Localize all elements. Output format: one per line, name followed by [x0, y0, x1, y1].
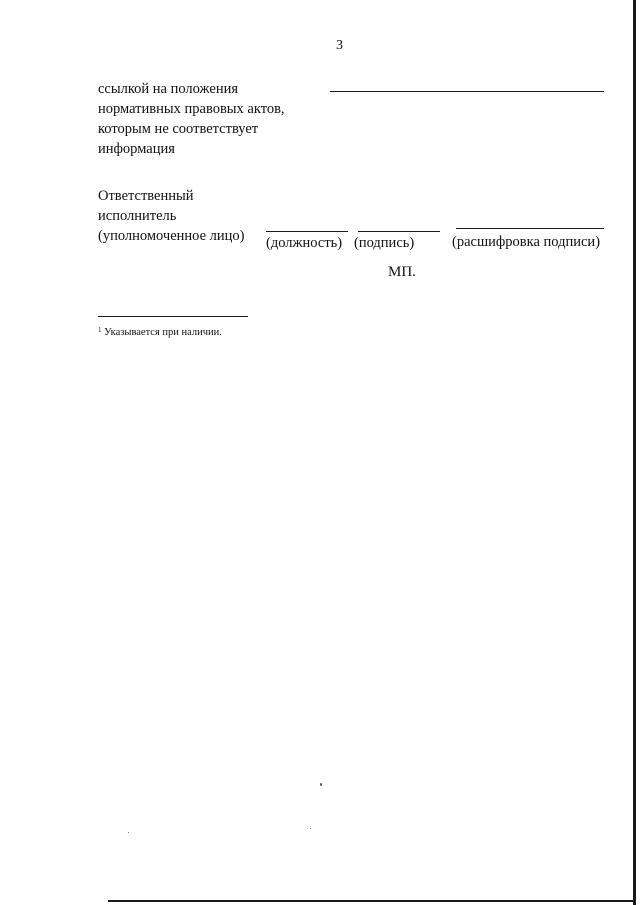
reference-line-2: нормативных правовых актов,	[98, 101, 285, 117]
decoding-fill-line	[456, 228, 604, 229]
signature-caption: (подпись)	[354, 235, 415, 251]
responsible-line-2: исполнитель	[98, 208, 177, 224]
stamp-place: МП.	[388, 264, 416, 280]
reference-line-3: которым не соответствует	[98, 121, 259, 137]
reference-line-1: ссылкой на положения	[98, 81, 239, 97]
scan-speck	[310, 828, 311, 829]
footnote-text: Указывается при наличии.	[104, 327, 222, 338]
scan-speck	[320, 783, 322, 786]
footnote-separator	[98, 316, 248, 317]
scan-edge-bottom	[108, 900, 636, 902]
signature-fill-line	[358, 231, 440, 232]
position-caption: (должность)	[266, 235, 343, 251]
footnote-marker: 1	[98, 326, 102, 334]
reference-line-4: информация	[98, 141, 175, 157]
reference-fill-line	[330, 91, 604, 92]
responsible-line-1: Ответственный	[98, 188, 194, 204]
footnote	[98, 326, 222, 338]
scan-speck	[128, 832, 129, 833]
responsible-line-3: (уполномоченное лицо)	[98, 228, 245, 244]
scan-edge-right	[633, 0, 636, 905]
decoding-caption: (расшифровка подписи)	[452, 234, 601, 250]
position-fill-line	[266, 231, 348, 232]
page-number: 3	[336, 38, 343, 53]
